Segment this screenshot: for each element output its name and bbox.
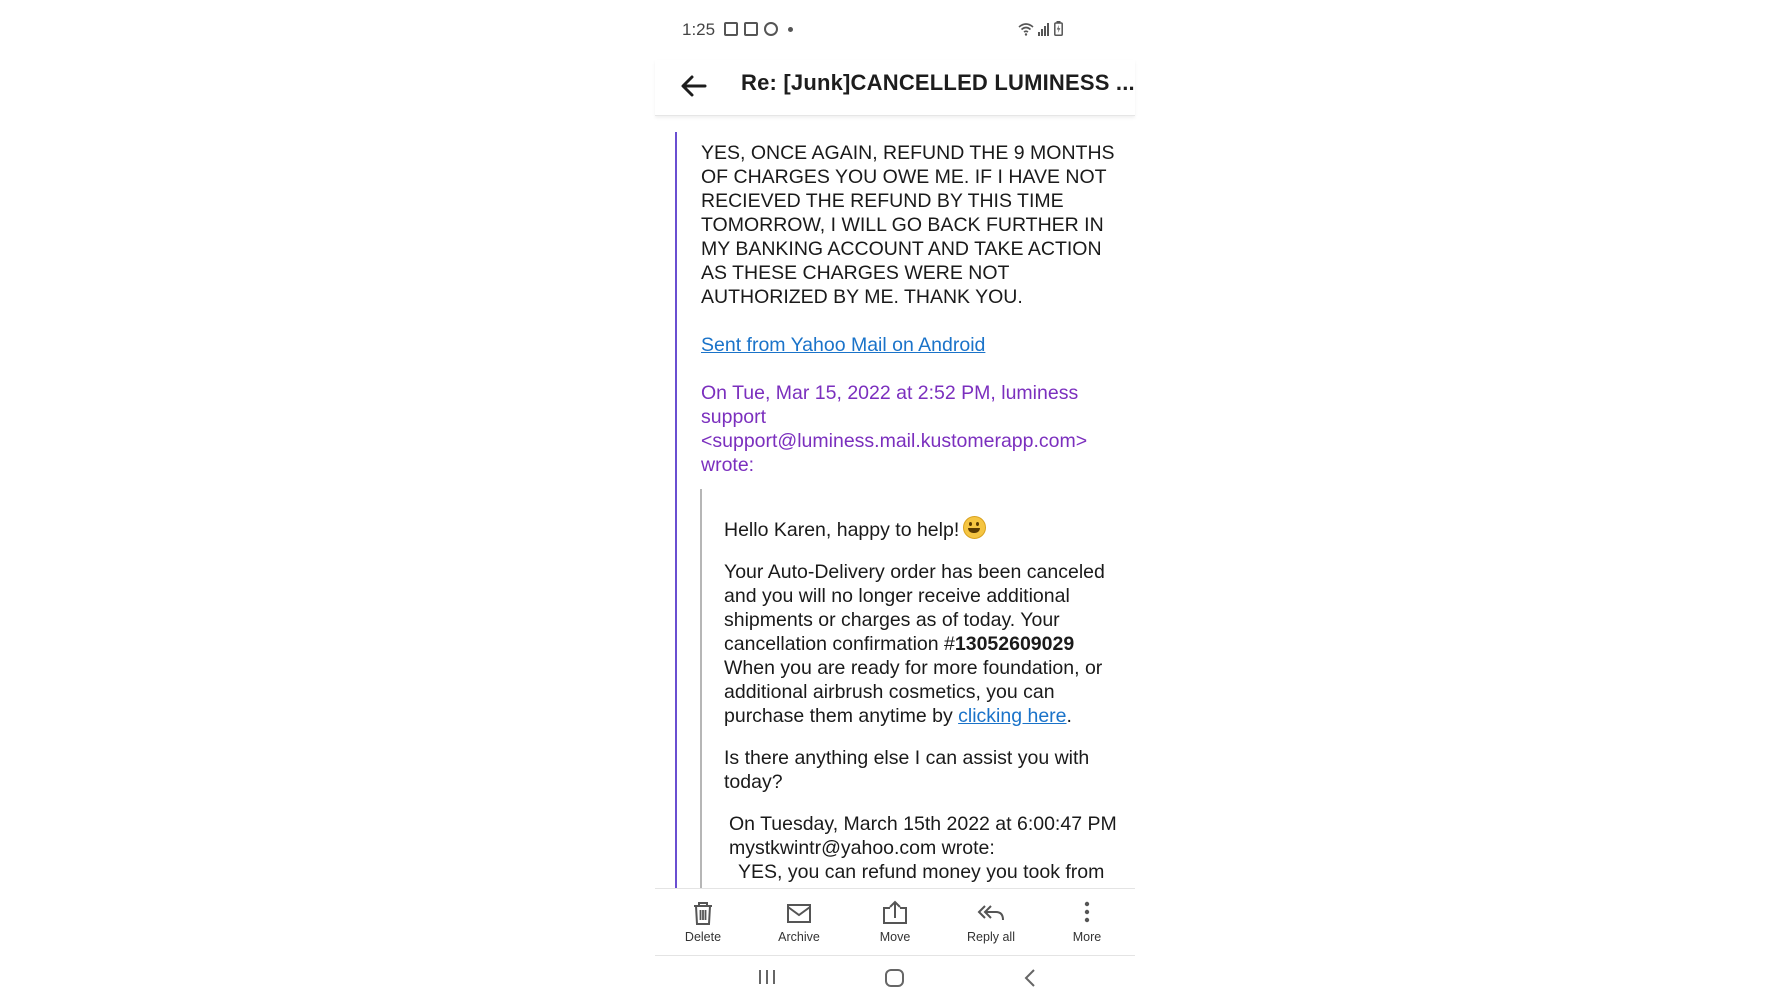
back-arrow-icon[interactable] [677,69,711,103]
reply-all-icon [976,898,1006,928]
archive-icon [784,898,814,928]
system-icons [1018,21,1063,36]
move-icon [880,898,910,928]
quoted-message [724,516,1124,888]
cancellation-text: Your Auto-Delivery order has been canceled and you will no longer receive additional shipments or charges as of today. Your cancellation confirmation # [724,561,1105,655]
status-time: 1:25 [682,20,716,39]
reply-content [701,141,1121,501]
wifi-icon [1018,22,1034,36]
signature-link[interactable]: Sent from Yahoo Mail on Android [701,334,986,356]
phone-screen [655,0,1135,1000]
cancellation-paragraph [724,560,1124,728]
nested-body: YES, you can refund money you took from [738,861,1105,883]
android-nav-bar [655,956,1135,1000]
move-button[interactable] [847,889,943,955]
battery-icon [1054,21,1063,36]
archive-button[interactable] [751,889,847,955]
gallery-icon [724,22,738,36]
message-header [655,60,1135,116]
archive-label: Archive [778,930,820,944]
more-button[interactable] [1039,889,1135,955]
confirmation-number: 13052609029 [954,633,1075,655]
greeting-line [724,516,1124,542]
action-toolbar [655,888,1135,956]
clicking-here-link[interactable]: clicking here [958,705,1067,727]
notification-icons [724,22,793,36]
status-bar [655,0,1135,60]
smiley-emoji-icon [963,516,986,539]
quote-attribution: On Tue, Mar 15, 2022 at 2:52 PM, luminess support <support@luminess.mail.kustomerapp.com> wrote: [701,382,1088,476]
move-label: Move [879,930,911,944]
storage-icon [744,22,758,36]
back-nav-icon[interactable] [1023,968,1037,988]
quote-bar-outer [675,132,677,888]
period-text: . [1066,705,1072,727]
nested-attribution: On Tuesday, March 15th 2022 at 6:00:47 PM mystkwintr@yahoo.com wrote: [729,813,1117,859]
more-notifications-icon [788,27,793,32]
quote-bar-inner [700,489,702,888]
signal-icon [1038,22,1050,36]
more-vertical-icon [1072,898,1102,928]
reply-text: YES, ONCE AGAIN, REFUND THE 9 MONTHS OF CHARGES YOU OWE ME. IF I HAVE NOT RECIEVED THE REFUND BY THIS TIME TOMORROW, I WILL GO BACK FURTHER IN MY BANKING ACCOUNT AND TAKE ACTION AS THESE CHARGES WERE NOT AUTHORIZED BY ME. THANK YOU. [701,142,1115,308]
trash-icon [688,898,718,928]
message-body[interactable] [655,116,1135,888]
delete-button[interactable] [655,889,751,955]
assist-question: Is there anything else I can assist you with today? [724,747,1090,793]
more-label: More [1072,930,1102,944]
home-icon[interactable] [884,968,906,988]
reply-all-label: Reply all [967,930,1015,944]
reply-all-button[interactable] [943,889,1039,955]
message-subject: Re: [Junk]CANCELLED LUMINESS ... [741,70,1135,95]
greeting-text: Hello Karen, happy to help! [724,519,960,541]
delete-label: Delete [684,930,722,944]
chrome-icon [764,22,778,36]
foundation-text: When you are ready for more foundation, or additional airbrush cosmetics, you can purchase them anytime by [724,657,1103,727]
recent-apps-icon[interactable] [757,968,777,986]
